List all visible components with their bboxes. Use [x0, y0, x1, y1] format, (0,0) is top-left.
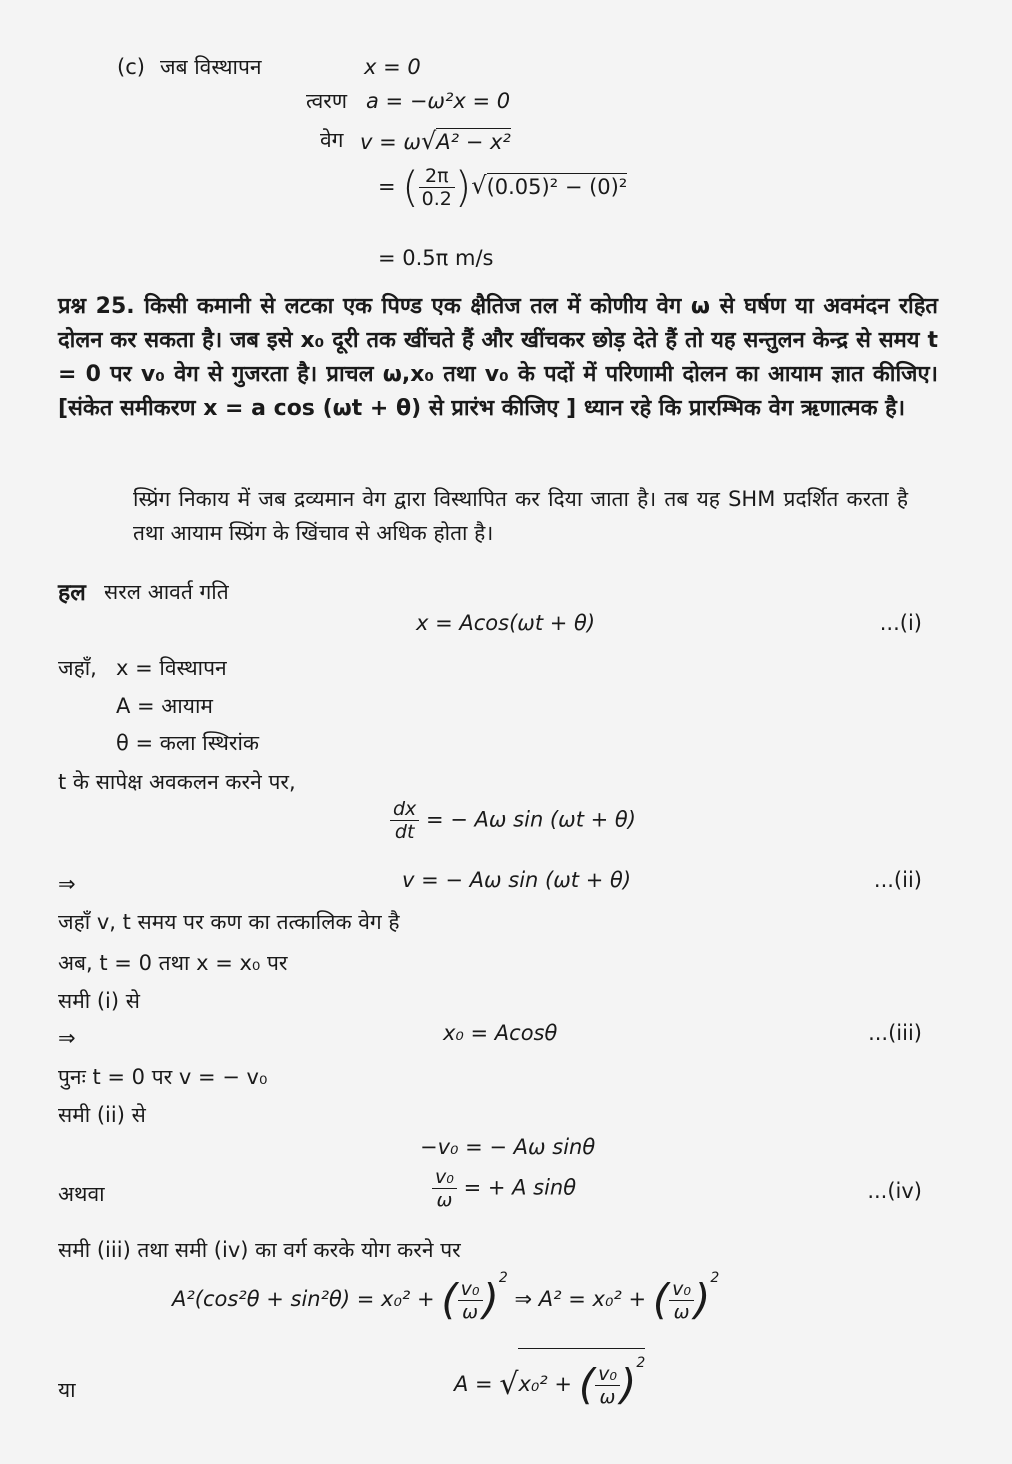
question-text: किसी कमानी से लटका एक पिण्ड एक क्षैतिज तल में कोणीय वेग ω से घर्षण या अवमंदन रहित दोलन कर सकता है। जब इसे x₀ दूरी तक खींचते हैं और खींचकर छोड़ देते हैं तो यह सन्तुलन केन्द्र से समय t = 0 पर v₀ वेग से गुजरता है। प्राचल ω,x₀ तथा v₀ के पदों में परिणामी दोलन का आयाम ज्ञात कीजिए। [संकेत समीकरण x = a cos (ωt + θ) से प्रारंभ कीजिए ] ध्यान रहे कि प्रारम्भिक वेग ऋणात्मक है।: [58, 294, 938, 421]
eq-iii: x₀ = Acosθ: [443, 1021, 558, 1045]
eq-final-amplitude: A = √x₀² + ( $\frac{\text{v₀}}{\omega}$ )$^2$: [454, 1348, 645, 1408]
eq-ii-number: ...(ii): [873, 868, 922, 892]
eq-derivative: $\frac{dx}{dt}$ = − Aω sin (ωt + θ): [390, 798, 636, 843]
from-eq-ii: समी (ii) से: [58, 1103, 146, 1127]
eq-i: x = Acos(ωt + θ): [416, 611, 596, 635]
differentiation-text: t के सापेक्ष अवकलन करने पर,: [58, 770, 296, 794]
eq-sum-of-squares: A²(cos²θ + sin²θ) = x₀² + ( $\frac{\text{v₀}}{\omega}$ )$^2$ ⇒ A² = x₀² + ( $\frac{\text{v₀}}{\omega}$ )$^2$: [172, 1270, 720, 1324]
where-phase: θ = कला स्थिरांक: [116, 731, 260, 755]
eq-ii: v = − Aω sin (ωt + θ): [402, 868, 632, 892]
where-amplitude: A = आयाम: [116, 694, 213, 718]
where-label: जहाँ,: [58, 656, 97, 680]
question-label: प्रश्न 25.: [58, 294, 135, 319]
where-x: x = विस्थापन: [116, 656, 227, 680]
velocity-definition: जहाँ v, t समय पर कण का तत्कालिक वेग है: [58, 910, 400, 934]
velocity-label: वेग: [320, 128, 344, 152]
initial-condition-2: पुनः t = 0 पर v = − v₀: [58, 1065, 268, 1089]
eq-velocity-substitution: = ( $\frac{2\pi}{0.2}$ )√(0.05)² − (0)²: [378, 162, 628, 212]
eq-x-zero: x = 0: [364, 55, 421, 79]
part-c-text: जब विस्थापन: [160, 55, 262, 79]
initial-condition-1: अब, t = 0 तथा x = x₀ पर: [58, 951, 288, 975]
square-add-text: समी (iii) तथा समी (iv) का वर्ग करके योग करने पर: [58, 1238, 461, 1262]
eq-iv-number: ...(iv): [867, 1179, 922, 1203]
eq-iii-number: ...(iii): [868, 1021, 922, 1045]
accel-label: त्वरण: [306, 89, 348, 113]
eq-velocity: v = ω√A² − x²: [360, 127, 511, 155]
eq-i-number: ...(i): [879, 611, 922, 635]
solution-intro: सरल आवर्त गति: [104, 580, 229, 604]
eq-acceleration: a = −ω²x = 0: [366, 89, 511, 113]
or-label: अथवा: [58, 1182, 105, 1206]
implies-arrow: ⇒: [58, 1026, 76, 1050]
from-eq-i: समी (i) से: [58, 989, 140, 1013]
eq-iv: $\frac{\text{v₀}}{\omega}$ = + A sinθ: [432, 1166, 576, 1211]
or-label-2: या: [58, 1378, 76, 1402]
solution-label: हल: [58, 580, 86, 606]
part-label: (c): [117, 55, 145, 79]
eq-v0: −v₀ = − Aω sinθ: [420, 1135, 596, 1159]
implies-arrow: ⇒: [58, 872, 76, 896]
eq-velocity-result: = 0.5π m/s: [378, 246, 494, 270]
hint-paragraph: स्प्रिंग निकाय में जब द्रव्यमान वेग द्वारा विस्थापित कर दिया जाता है। तब यह SHM प्रदर्शित करता है तथा आयाम स्प्रिंग के खिंचाव से अधिक होता है।: [133, 487, 908, 545]
question-25: [58, 290, 938, 426]
